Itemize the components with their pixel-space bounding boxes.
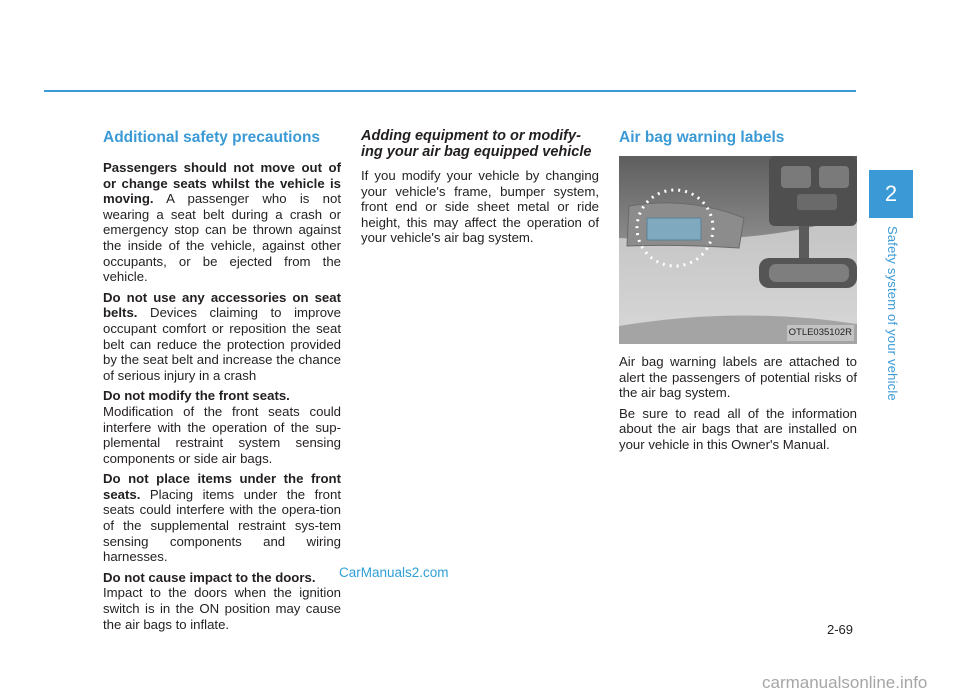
footer-watermark: carmanualsonline.info xyxy=(762,673,928,692)
image-code: OTLE035102R xyxy=(787,325,854,341)
paragraph xyxy=(103,471,341,565)
column-additional-safety xyxy=(103,126,341,637)
page-number: 2-69 xyxy=(827,622,854,637)
column-warning-labels xyxy=(619,126,857,458)
section-heading: Adding equipment to or modify-ing your air bag equipped vehicle xyxy=(361,128,592,160)
warning-label-photo xyxy=(619,156,857,344)
paragraph-text: A passenger who is not wearing a seat belt during a crash or emergency stop can be thrown against the inside of the vehicle, against other occupants, or be ejected from the vehicle. xyxy=(103,191,341,285)
paragraph xyxy=(103,570,341,632)
paragraph-lead: Do not use any accessories on seat belts. xyxy=(103,289,341,321)
paragraph-lead: Do not place items under the front seats. xyxy=(103,471,341,502)
paragraph-text: Placing items under the front seats could interfere with the opera-tion of the supplemental restraint sys-tem sensing components and wiring harnesses. xyxy=(103,486,341,565)
paragraph-lead: Passengers should not move out of or change seats whilst the vehicle is moving. xyxy=(103,160,341,207)
paragraph xyxy=(103,160,341,285)
section-heading: Additional safety precautions xyxy=(103,129,321,146)
paragraph xyxy=(103,290,341,384)
paragraph: Be sure to read all of the information about the air bags that are installed on your vehicle in this Owner's Manual. xyxy=(619,405,857,452)
sun-visor-illustration xyxy=(619,156,857,344)
paragraph: If you modify your vehicle by changing your vehicle's frame, bumper system, front end or side sheet metal or ride height, this may affect the operation of your vehicle's air bag system. xyxy=(361,168,599,246)
column-modify-vehicle xyxy=(361,126,599,251)
top-rule xyxy=(44,90,856,92)
paragraph-text: Impact to the doors when the ignition switch is in the ON position may cause the air bags to inflate. xyxy=(103,585,341,632)
chapter-label: Safety system of your vehicle xyxy=(885,226,900,401)
paragraph-lead: Do not modify the front seats. xyxy=(103,388,290,404)
section-heading: Air bag warning labels xyxy=(619,129,785,146)
paragraph-text: Modification of the front seats could interfere with the operation of the sup-plemental restraint system sensing components or side air bags. xyxy=(103,403,341,466)
paragraph-lead: Do not cause impact to the doors. xyxy=(103,569,316,585)
paragraph-text: Devices claiming to improve occupant comfort or reposition the seat belt can reduce the protection provided by the seat belt and increase the chance of serious injury in a crash xyxy=(103,305,341,383)
paragraph: Air bag warning labels are attached to alert the passengers of potential risks of the air bag system. xyxy=(619,354,857,401)
watermark-link[interactable]: CarManuals2.com xyxy=(339,565,449,580)
paragraph xyxy=(103,388,341,466)
chapter-tab[interactable]: 2 xyxy=(869,170,913,218)
